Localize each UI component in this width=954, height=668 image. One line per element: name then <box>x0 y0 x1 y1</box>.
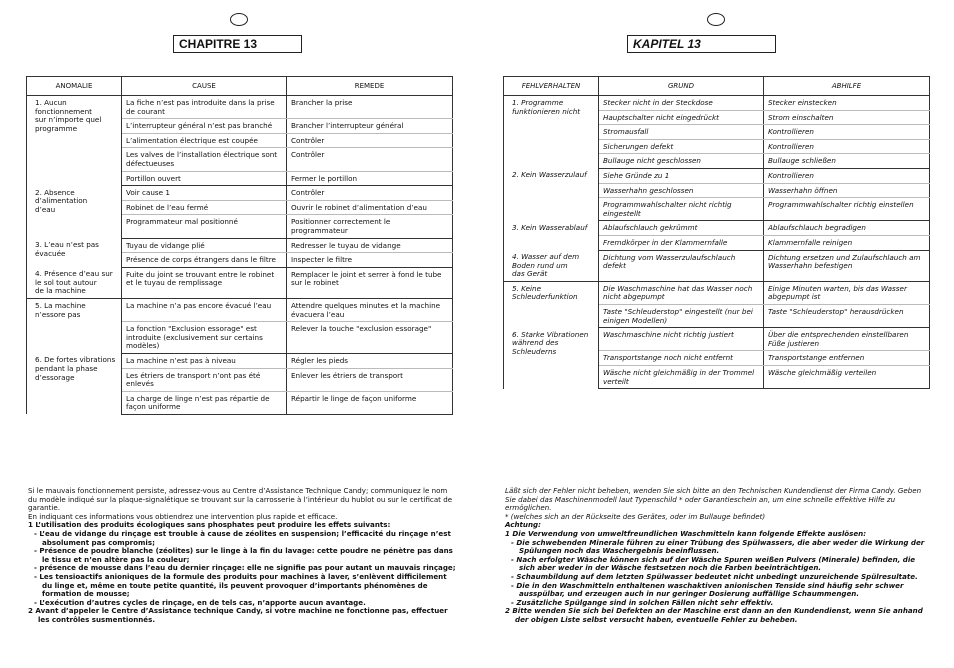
remedy-cell: Contrôler <box>287 133 453 148</box>
remedy-cell: Kontrollieren <box>764 168 930 183</box>
anomaly-cell: 3. Kein Wasserablauf <box>504 221 599 250</box>
cause-cell: Tuyau de vidange plié <box>122 238 287 253</box>
note-paragraph: - Die in den Waschmitteln enthaltenen waschaktiven anionischen Tenside sind häufig sehr schwer ausspülbar, und erzeugen auch in nur geringer Dosierung auffällige Schaummengen. <box>511 580 904 599</box>
remedy-cell: Dichtung ersetzen und Zulaufschlauch am Wasserhahn befestigen <box>764 250 930 281</box>
cause-cell: La fiche n’est pas introduite dans la prise de courant <box>122 96 287 119</box>
remedy-cell: Transportstange entfernen <box>764 351 930 366</box>
remedy-cell: Répartir le linge de façon uniforme <box>287 391 453 414</box>
troubleshooting-table <box>503 76 930 389</box>
remedy-cell: Contrôler <box>287 148 453 171</box>
column-header-anomaly: ANOMALIE <box>27 77 122 96</box>
cause-cell: Siehe Gründe zu 1 <box>599 168 764 183</box>
remedy-cell: Contrôler <box>287 186 453 201</box>
note-paragraph: - Zusätzliche Spülgange sind in solchen Fällen nicht sehr effektiv. <box>511 597 774 607</box>
anomaly-cell: 1. Aucun fonctionnement sur n’importe quel programme <box>27 96 122 186</box>
cause-cell: Robinet de l’eau fermé <box>122 200 287 215</box>
cause-cell: Die Waschmaschine hat das Wasser noch nicht abgepumpt <box>599 281 764 304</box>
page-marker-circle <box>707 13 725 26</box>
cause-cell: Sicherungen defekt <box>599 139 764 154</box>
troubleshooting-table <box>26 76 453 415</box>
table-row <box>504 221 930 236</box>
page-german <box>477 0 954 668</box>
remedy-cell: Kontrollieren <box>764 139 930 154</box>
cause-cell: Présence de corps étrangers dans le filtre <box>122 253 287 268</box>
column-header-remedy: ABHILFE <box>764 77 930 96</box>
note-paragraph: 2 Avant d’appeler le Centre d’Assistance technique Candy, si votre machine ne fonctionne pas, effectuer les contrôles susmentionnés. <box>28 606 448 624</box>
cause-cell: Fuite du joint se trouvant entre le robinet et le tuyau de remplissage <box>122 267 287 298</box>
note-paragraph: Läßt sich der Fehler nicht beheben, wenden Sie sich bitte an den Technischen Kundendienst der Firma Candy. Geben Sie dabei das Maschinenmodell laut Typenschild * oder Garantieschein an, um eine schnelle effektive Hilfe zu ermöglichen. <box>505 486 922 513</box>
table-row <box>27 299 453 322</box>
page-marker-circle <box>230 13 248 26</box>
note-paragraph: - Présence de poudre blanche (zéolites) sur le linge à la fin du lavage: cette poudre ne pénètre pas dans le tissu et n’en altère pas la couleur; <box>34 546 453 564</box>
cause-cell: Les étriers de transport n’ont pas été enlevés <box>122 368 287 391</box>
note-paragraph: - Schaumbildung auf dem letzten Spülwasser bedeutet nicht unbedingt unzureichende Spülresultate. <box>511 571 918 581</box>
cause-cell: Les valves de l’installation électrique sont défectueuses <box>122 148 287 171</box>
remedy-cell: Relever la touche "exclusion essorage" <box>287 322 453 354</box>
table-row <box>27 353 453 368</box>
table-row <box>504 281 930 304</box>
remedy-cell: Programmwahlschalter richtig einstellen <box>764 198 930 221</box>
remedy-cell: Ouvrir le robinet d’alimentation d’eau <box>287 200 453 215</box>
cause-cell: Stecker nicht in der Steckdose <box>599 96 764 111</box>
table-row <box>27 238 453 253</box>
cause-cell: Hauptschalter nicht eingedrückt <box>599 110 764 125</box>
note-paragraph: 1 L’utilisation des produits écologiques sans phosphates peut produire les effets suivants: <box>28 520 391 530</box>
cause-cell: L’alimentation électrique est coupée <box>122 133 287 148</box>
cause-cell: Programmwahlschalter nicht richtig eingestellt <box>599 198 764 221</box>
table-row <box>504 328 930 351</box>
remedy-cell: Inspecter le filtre <box>287 253 453 268</box>
table-row <box>504 250 930 281</box>
cause-cell: Ablaufschlauch gekrümmt <box>599 221 764 236</box>
cause-cell: Waschmaschine nicht richtig justiert <box>599 328 764 351</box>
remedy-cell: Klammernfalle reinigen <box>764 235 930 250</box>
table-row <box>504 168 930 183</box>
anomaly-cell: 6. De fortes vibrations pendant la phase d’essorage <box>27 353 122 414</box>
anomaly-cell: 2. Kein Wasserzulauf <box>504 168 599 220</box>
cause-cell: La machine n’est pas à niveau <box>122 353 287 368</box>
cause-cell: Wäsche nicht gleichmäßig in der Trommel verteilt <box>599 365 764 388</box>
remedy-cell: Stecker einstecken <box>764 96 930 111</box>
column-header-anomaly: FEHLVERHALTEN <box>504 77 599 96</box>
note-paragraph: - présence de mousse dans l’eau du dernier rinçage: elle ne signifie pas pour autant un mauvais rinçage; <box>34 563 456 573</box>
note-paragraph: Achtung: <box>505 520 541 530</box>
remedy-cell: Wäsche gleichmäßig verteilen <box>764 365 930 388</box>
remedy-cell: Brancher l’interrupteur général <box>287 119 453 134</box>
remedy-cell: Brancher la prise <box>287 96 453 119</box>
table-row <box>504 96 930 111</box>
remedy-cell: Kontrollieren <box>764 125 930 140</box>
cause-cell: Stromausfall <box>599 125 764 140</box>
cause-cell: Portillon ouvert <box>122 171 287 186</box>
remedy-cell: Über die entsprechenden einstellbaren Füße justieren <box>764 328 930 351</box>
anomaly-cell: 6. Starke Vibrationen während des Schleuderns <box>504 328 599 389</box>
remedy-cell: Fermer le portillon <box>287 171 453 186</box>
note-paragraph: 2 Bitte wenden Sie sich bei Defekten an der Maschine erst dann an den Kundendienst, wenn Sie anhand der obigen Liste selbst versucht haben, eventuelle Fehler zu beheben. <box>505 606 923 624</box>
remedy-cell: Bullauge schließen <box>764 154 930 169</box>
chapter-title: CHAPITRE 13 <box>173 35 302 53</box>
note-paragraph: - Les tensioactifs anioniques de la formule des produits pour machines à laver, s’enlèvent difficilement du linge et, même en toute petite quantité, ils peuvent provoquer d’importants phénomènes de formation de mousse; <box>34 571 447 599</box>
note-paragraph: - Die schwebenden Minerale führen zu einer Trübung des Spülwassers, die aber weder die Wirkung der Spülungen noch das Waschergebnis beeinflussen. <box>511 537 925 556</box>
note-paragraph: En indiquant ces informations vous obtiendrez une intervention plus rapide et efficace. <box>28 511 338 521</box>
remedy-cell: Remplacer le joint et serrer à fond le tube sur le robinet <box>287 267 453 298</box>
note-paragraph: - L’exécution d’autres cycles de rinçage, en de tels cas, n’apporte aucun avantage. <box>34 597 366 607</box>
cause-cell: Taste "Schleuderstop" eingestellt (nur bei einigen Modellen) <box>599 305 764 328</box>
column-header-cause: GRUND <box>599 77 764 96</box>
cause-cell: L’interrupteur général n’est pas branché <box>122 119 287 134</box>
cause-cell: Fremdkörper in der Klammernfalle <box>599 235 764 250</box>
remedy-cell: Einige Minuten warten, bis das Wasser abgepumpt ist <box>764 281 930 304</box>
note-paragraph: - L’eau de vidange du rinçage est trouble à cause de zéolites en suspension; l’efficacité du rinçage n’est absolument pas compromis; <box>34 528 451 547</box>
anomaly-cell: 5. La machine n’essore pas <box>27 299 122 354</box>
table-row <box>27 267 453 298</box>
anomaly-cell: 1. Programme funktionieren nicht <box>504 96 599 169</box>
anomaly-cell: 5. Keine Schleuderfunktion <box>504 281 599 327</box>
anomaly-cell: 2. Absence d’alimentation d’eau <box>27 186 122 238</box>
remedy-cell: Wasserhahn öffnen <box>764 183 930 198</box>
note-paragraph: - Nach erfolgter Wäsche können sich auf der Wäsche Spuren weißen Pulvers (Minerale) befinden, die sich aber weder in der Wäsche festsetzen noch die Farben beeinträchtigen. <box>511 554 916 573</box>
cause-cell: La fonction "Exclusion essorage" est introduite (exclusivement sur certains modèles) <box>122 322 287 354</box>
note-paragraph: * (welches sich an der Rückseite des Gerätes, oder im Bullauge befindet) <box>505 511 766 521</box>
cause-cell: Bullauge nicht geschlossen <box>599 154 764 169</box>
note-paragraph: Si le mauvais fonctionnement persiste, adressez-vous au Centre d’Assistance Technique Candy; communiquez le nom du modèle indiqué sur la plaque-signalétique se trouvant sur la carrosserie à l’intérieur du hublot ou sur le certificat de garantie. <box>28 486 453 513</box>
remedy-cell: Attendre quelques minutes et la machine évacuera l’eau <box>287 299 453 322</box>
column-header-cause: CAUSE <box>122 77 287 96</box>
note-paragraph: 1 Die Verwendung von umweltfreundlichen Waschmitteln kann folgende Effekte auslösen: <box>505 528 867 538</box>
cause-cell: La machine n’a pas encore évacué l’eau <box>122 299 287 322</box>
remedy-cell: Taste "Schleuderstop" herausdrücken <box>764 305 930 328</box>
cause-cell: Transportstange noch nicht entfernt <box>599 351 764 366</box>
chapter-title: KAPITEL 13 <box>627 35 776 53</box>
remedy-cell: Strom einschalten <box>764 110 930 125</box>
anomaly-cell: 4. Wasser auf dem Boden rund um das Gerät <box>504 250 599 281</box>
cause-cell: Programmateur mal positionné <box>122 215 287 238</box>
remedy-cell: Régler les pieds <box>287 353 453 368</box>
notes-section <box>28 487 456 625</box>
table-row <box>27 186 453 201</box>
notes-section <box>505 487 933 625</box>
table-row <box>27 96 453 119</box>
cause-cell: La charge de linge n’est pas répartie de façon uniforme <box>122 391 287 414</box>
cause-cell: Voir cause 1 <box>122 186 287 201</box>
remedy-cell: Redresser le tuyau de vidange <box>287 238 453 253</box>
cause-cell: Dichtung vom Wasserzulaufschlauch defekt <box>599 250 764 281</box>
remedy-cell: Enlever les étriers de transport <box>287 368 453 391</box>
remedy-cell: Positionner correctement le programmateur <box>287 215 453 238</box>
anomaly-cell: 3. L’eau n’est pas évacuée <box>27 238 122 267</box>
remedy-cell: Ablaufschlauch begradigen <box>764 221 930 236</box>
anomaly-cell: 4. Présence d’eau sur le sol tout autour de la machine <box>27 267 122 298</box>
column-header-remedy: REMEDE <box>287 77 453 96</box>
cause-cell: Wasserhahn geschlossen <box>599 183 764 198</box>
